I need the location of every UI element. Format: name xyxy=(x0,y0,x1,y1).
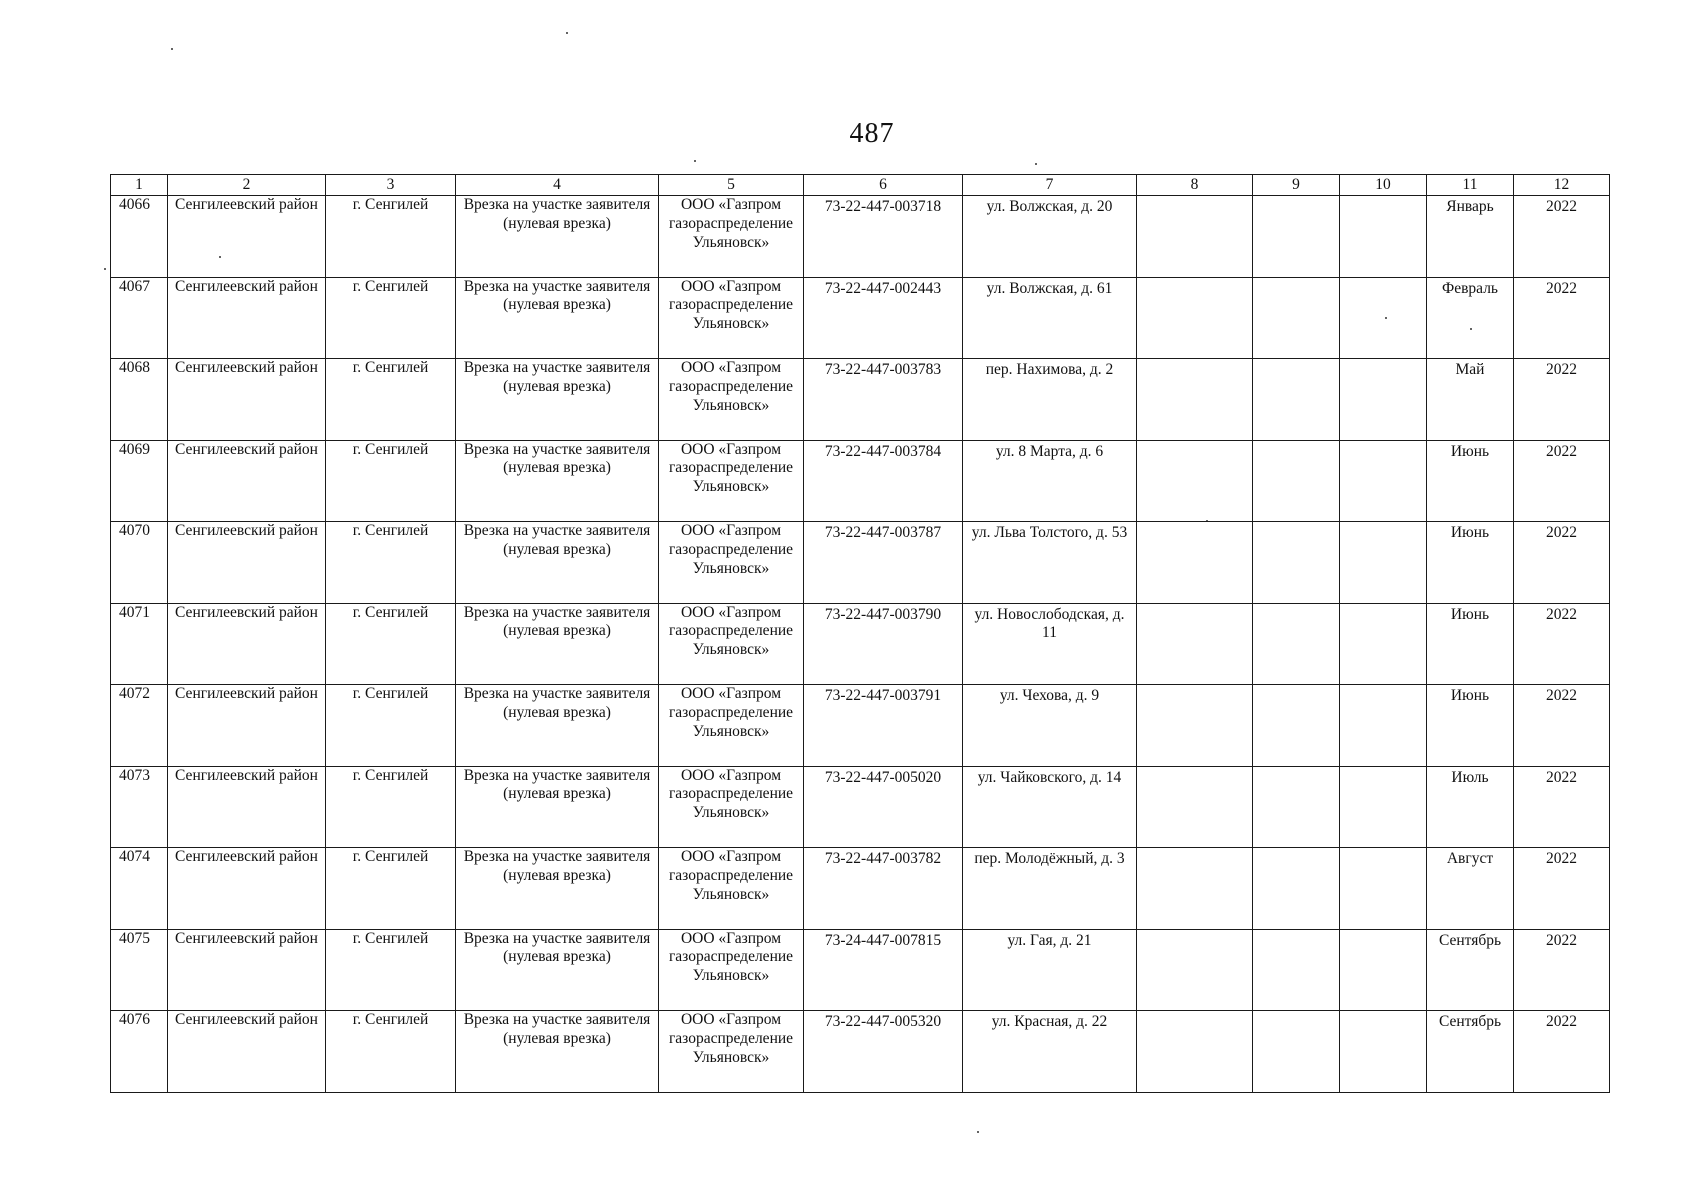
row-number: 4076 xyxy=(111,1011,168,1093)
table-row xyxy=(111,522,1610,604)
organization-cell: ООО «Газпром газораспределение Ульяновск» xyxy=(659,1011,804,1093)
column-header: 6 xyxy=(804,175,963,196)
column-8-cell xyxy=(1137,603,1253,685)
table-row xyxy=(111,1011,1610,1093)
row-number: 4067 xyxy=(111,277,168,359)
organization-cell: ООО «Газпром газораспределение Ульяновск» xyxy=(659,603,804,685)
district-cell: Сенгилеевский район xyxy=(168,603,326,685)
table-row xyxy=(111,766,1610,848)
address-cell: ул. Чехова, д. 9 xyxy=(963,685,1137,767)
row-number: 4068 xyxy=(111,359,168,441)
locality-cell: г. Сенгилей xyxy=(326,196,456,278)
address-cell: ул. Волжская, д. 20 xyxy=(963,196,1137,278)
locality-cell: г. Сенгилей xyxy=(326,603,456,685)
object-code-cell: 73-22-447-003784 xyxy=(804,440,963,522)
column-9-cell xyxy=(1253,196,1340,278)
work-type-cell: Врезка на участке заявителя (нулевая врезка) xyxy=(456,685,659,767)
month-cell: Сентябрь xyxy=(1427,929,1514,1011)
column-header: 3 xyxy=(326,175,456,196)
organization-cell: ООО «Газпром газораспределение Ульяновск» xyxy=(659,522,804,604)
column-header: 8 xyxy=(1137,175,1253,196)
column-header: 1 xyxy=(111,175,168,196)
object-code-cell: 73-22-447-005320 xyxy=(804,1011,963,1093)
district-cell: Сенгилеевский район xyxy=(168,440,326,522)
year-cell: 2022 xyxy=(1514,196,1610,278)
column-8-cell xyxy=(1137,440,1253,522)
address-cell: ул. Волжская, д. 61 xyxy=(963,277,1137,359)
locality-cell: г. Сенгилей xyxy=(326,277,456,359)
locality-cell: г. Сенгилей xyxy=(326,685,456,767)
column-10-cell xyxy=(1340,848,1427,930)
object-code-cell: 73-22-447-003787 xyxy=(804,522,963,604)
row-number: 4075 xyxy=(111,929,168,1011)
table-row xyxy=(111,359,1610,441)
organization-cell: ООО «Газпром газораспределение Ульяновск» xyxy=(659,440,804,522)
year-cell: 2022 xyxy=(1514,929,1610,1011)
month-cell: Сентябрь xyxy=(1427,1011,1514,1093)
column-10-cell xyxy=(1340,929,1427,1011)
district-cell: Сенгилеевский район xyxy=(168,277,326,359)
locality-cell: г. Сенгилей xyxy=(326,440,456,522)
work-type-cell: Врезка на участке заявителя (нулевая врезка) xyxy=(456,359,659,441)
work-type-cell: Врезка на участке заявителя (нулевая врезка) xyxy=(456,848,659,930)
month-cell: Июнь xyxy=(1427,603,1514,685)
object-code-cell: 73-22-447-005020 xyxy=(804,766,963,848)
organization-cell: ООО «Газпром газораспределение Ульяновск» xyxy=(659,359,804,441)
district-cell: Сенгилеевский район xyxy=(168,359,326,441)
register-table xyxy=(110,174,1610,1093)
column-8-cell xyxy=(1137,1011,1253,1093)
column-9-cell xyxy=(1253,929,1340,1011)
locality-cell: г. Сенгилей xyxy=(326,522,456,604)
table-row xyxy=(111,848,1610,930)
organization-cell: ООО «Газпром газораспределение Ульяновск» xyxy=(659,685,804,767)
table-row xyxy=(111,277,1610,359)
year-cell: 2022 xyxy=(1514,440,1610,522)
address-cell: ул. 8 Марта, д. 6 xyxy=(963,440,1137,522)
scan-speck xyxy=(1035,163,1037,165)
year-cell: 2022 xyxy=(1514,1011,1610,1093)
month-cell: Май xyxy=(1427,359,1514,441)
address-cell: ул. Красная, д. 22 xyxy=(963,1011,1137,1093)
column-9-cell xyxy=(1253,603,1340,685)
row-number: 4072 xyxy=(111,685,168,767)
work-type-cell: Врезка на участке заявителя (нулевая врезка) xyxy=(456,277,659,359)
address-cell: ул. Чайковского, д. 14 xyxy=(963,766,1137,848)
address-cell: ул. Новослободская, д. 11 xyxy=(963,603,1137,685)
district-cell: Сенгилеевский район xyxy=(168,929,326,1011)
column-header: 7 xyxy=(963,175,1137,196)
column-10-cell xyxy=(1340,440,1427,522)
year-cell: 2022 xyxy=(1514,848,1610,930)
year-cell: 2022 xyxy=(1514,277,1610,359)
scan-speck xyxy=(694,160,696,162)
table-row xyxy=(111,929,1610,1011)
column-10-cell xyxy=(1340,685,1427,767)
column-9-cell xyxy=(1253,522,1340,604)
address-cell: пер. Молодёжный, д. 3 xyxy=(963,848,1137,930)
row-number: 4066 xyxy=(111,196,168,278)
address-cell: пер. Нахимова, д. 2 xyxy=(963,359,1137,441)
column-8-cell xyxy=(1137,929,1253,1011)
organization-cell: ООО «Газпром газораспределение Ульяновск» xyxy=(659,929,804,1011)
column-9-cell xyxy=(1253,277,1340,359)
column-10-cell xyxy=(1340,766,1427,848)
column-8-cell xyxy=(1137,196,1253,278)
work-type-cell: Врезка на участке заявителя (нулевая врезка) xyxy=(456,766,659,848)
locality-cell: г. Сенгилей xyxy=(326,1011,456,1093)
month-cell: Январь xyxy=(1427,196,1514,278)
work-type-cell: Врезка на участке заявителя (нулевая врезка) xyxy=(456,440,659,522)
column-8-cell xyxy=(1137,359,1253,441)
table-row xyxy=(111,685,1610,767)
column-header: 5 xyxy=(659,175,804,196)
locality-cell: г. Сенгилей xyxy=(326,766,456,848)
scan-speck xyxy=(171,48,173,50)
district-cell: Сенгилеевский район xyxy=(168,522,326,604)
year-cell: 2022 xyxy=(1514,685,1610,767)
column-header: 11 xyxy=(1427,175,1514,196)
work-type-cell: Врезка на участке заявителя (нулевая врезка) xyxy=(456,1011,659,1093)
column-header: 9 xyxy=(1253,175,1340,196)
row-number: 4070 xyxy=(111,522,168,604)
district-cell: Сенгилеевский район xyxy=(168,848,326,930)
year-cell: 2022 xyxy=(1514,359,1610,441)
district-cell: Сенгилеевский район xyxy=(168,766,326,848)
table-row xyxy=(111,196,1610,278)
column-9-cell xyxy=(1253,359,1340,441)
column-header: 10 xyxy=(1340,175,1427,196)
column-10-cell xyxy=(1340,603,1427,685)
month-cell: Июнь xyxy=(1427,522,1514,604)
row-number: 4069 xyxy=(111,440,168,522)
table-row xyxy=(111,603,1610,685)
organization-cell: ООО «Газпром газораспределение Ульяновск» xyxy=(659,196,804,278)
scan-speck xyxy=(104,268,106,270)
organization-cell: ООО «Газпром газораспределение Ульяновск» xyxy=(659,766,804,848)
column-9-cell xyxy=(1253,848,1340,930)
column-header: 4 xyxy=(456,175,659,196)
table-body xyxy=(111,196,1610,1093)
work-type-cell: Врезка на участке заявителя (нулевая врезка) xyxy=(456,929,659,1011)
object-code-cell: 73-22-447-002443 xyxy=(804,277,963,359)
object-code-cell: 73-22-447-003718 xyxy=(804,196,963,278)
row-number: 4071 xyxy=(111,603,168,685)
locality-cell: г. Сенгилей xyxy=(326,848,456,930)
district-cell: Сенгилеевский район xyxy=(168,196,326,278)
column-header: 12 xyxy=(1514,175,1610,196)
work-type-cell: Врезка на участке заявителя (нулевая врезка) xyxy=(456,522,659,604)
column-10-cell xyxy=(1340,277,1427,359)
address-cell: ул. Гая, д. 21 xyxy=(963,929,1137,1011)
column-number-row xyxy=(111,175,1610,196)
address-cell: ул. Льва Толстого, д. 53 xyxy=(963,522,1137,604)
scan-speck xyxy=(977,1131,979,1133)
month-cell: Июнь xyxy=(1427,685,1514,767)
object-code-cell: 73-24-447-007815 xyxy=(804,929,963,1011)
column-10-cell xyxy=(1340,522,1427,604)
column-header: 2 xyxy=(168,175,326,196)
month-cell: Июль xyxy=(1427,766,1514,848)
row-number: 4074 xyxy=(111,848,168,930)
work-type-cell: Врезка на участке заявителя (нулевая врезка) xyxy=(456,196,659,278)
column-8-cell xyxy=(1137,277,1253,359)
column-9-cell xyxy=(1253,440,1340,522)
organization-cell: ООО «Газпром газораспределение Ульяновск» xyxy=(659,848,804,930)
month-cell: Февраль xyxy=(1427,277,1514,359)
column-8-cell xyxy=(1137,766,1253,848)
column-9-cell xyxy=(1253,685,1340,767)
row-number: 4073 xyxy=(111,766,168,848)
month-cell: Июнь xyxy=(1427,440,1514,522)
locality-cell: г. Сенгилей xyxy=(326,359,456,441)
object-code-cell: 73-22-447-003782 xyxy=(804,848,963,930)
district-cell: Сенгилеевский район xyxy=(168,1011,326,1093)
scan-speck xyxy=(566,32,568,34)
table-row xyxy=(111,440,1610,522)
column-10-cell xyxy=(1340,359,1427,441)
organization-cell: ООО «Газпром газораспределение Ульяновск» xyxy=(659,277,804,359)
year-cell: 2022 xyxy=(1514,766,1610,848)
month-cell: Август xyxy=(1427,848,1514,930)
district-cell: Сенгилеевский район xyxy=(168,685,326,767)
work-type-cell: Врезка на участке заявителя (нулевая врезка) xyxy=(456,603,659,685)
year-cell: 2022 xyxy=(1514,603,1610,685)
column-8-cell xyxy=(1137,522,1253,604)
column-8-cell xyxy=(1137,685,1253,767)
column-10-cell xyxy=(1340,1011,1427,1093)
column-8-cell xyxy=(1137,848,1253,930)
year-cell: 2022 xyxy=(1514,522,1610,604)
page-number: 487 xyxy=(849,118,895,149)
column-9-cell xyxy=(1253,1011,1340,1093)
object-code-cell: 73-22-447-003790 xyxy=(804,603,963,685)
column-9-cell xyxy=(1253,766,1340,848)
object-code-cell: 73-22-447-003791 xyxy=(804,685,963,767)
column-10-cell xyxy=(1340,196,1427,278)
object-code-cell: 73-22-447-003783 xyxy=(804,359,963,441)
locality-cell: г. Сенгилей xyxy=(326,929,456,1011)
